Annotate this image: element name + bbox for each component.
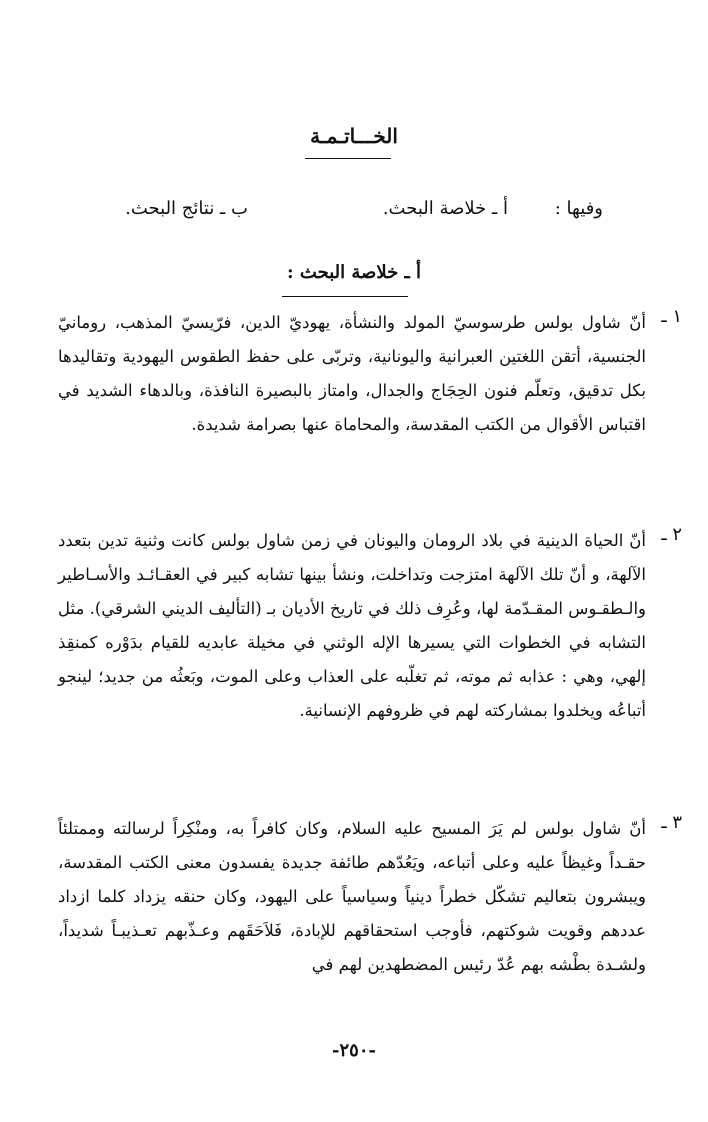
item-number: ٢ ـ — [661, 524, 682, 545]
section-heading: أ ـ خلاصة البحث : — [287, 262, 421, 283]
contents-item-a: أ ـ خلاصة البحث. — [382, 198, 508, 219]
list-item — [58, 524, 682, 728]
contents-intro: وفيها : — [554, 198, 603, 219]
item-text: أنّ الحياة الدينية في بلاد الرومان واليونان في زمن شاول بولس كانت وثنية تدين بتعدد الآلهة، و أنّ تلك الآلهة امتزجت وتداخلت، ونشأ بينها تشابه كبير في العقـائـد والأسـاطير والـطقـوس المقـدّمة لها، وعُرِف ذلك في تاريخ الأديان بـ (التأليف الديني الشرقي). مثل التشابه في الخطوات التي يسيرها الإله الوثني في مخيلة عابديه للقيام بدَوْره كمنقِذ إلهي، وهي : عذابه ثم موته، ثم تغلّبه على العذاب وعلى الموت، وبَعثُه من جديد؛ لينجو أتباعُه ويخلدوا بمشاركته لهم في ظروفهم الإنسانية. — [58, 531, 646, 720]
item-text: أنّ شاول بولس طرسوسيّ المولد والنشأة، يهوديّ الدين، فرّيسيّ المذهب، رومانيّ الجنسية، أتقن اللغتين العبرانية واليونانية، وتربّى على حفظ الطقوس اليهودية وتقاليدها بكل تدقيق، وتعلّم فنون الحِجَاج والجدال، وامتاز بالبصيرة النافذة، وبالدهاء الشديد في اقتباس الأقوال من الكتب المقدسة، والمحاماة عنها بصرامة شديدة. — [58, 313, 646, 434]
list-item — [58, 306, 682, 442]
page-number: -٢٥٠- — [332, 1040, 376, 1061]
list-item — [58, 812, 682, 982]
contents-line — [0, 198, 708, 228]
page-title: الخـــاتـمـة — [310, 124, 398, 148]
item-number: ٣ ـ — [661, 812, 682, 833]
title-underline — [305, 158, 391, 159]
section-heading-underline — [282, 296, 408, 297]
item-number: ١ ـ — [661, 306, 682, 327]
contents-item-b: ب ـ نتائج البحث. — [125, 198, 248, 219]
item-text: أنّ شاول بولس لم يَرَ المسيح عليه السلام، وكان كافراً به، ومنْكِراً لرسالته وممتلئاً حقـداً وغيظاً عليه وعلى أتباعه، ويَعُدّهم طائفة جديدة يفسدون معنى الكتب المقدسة، ويبشرون بتعاليم تشكّل خطراً دينياً وسياسياً على اليهود، وكان حنقه يزداد كلما ازداد عددهم وقويت شوكتهم، فأوجب استحقاقهم للإبادة، فَلاَحَقَهم وعـذّبهم تعـذيبـاً شديداً، ولشـدة بطْشه بهم عُدّ رئيس المضطهدين لهم في — [58, 819, 646, 974]
